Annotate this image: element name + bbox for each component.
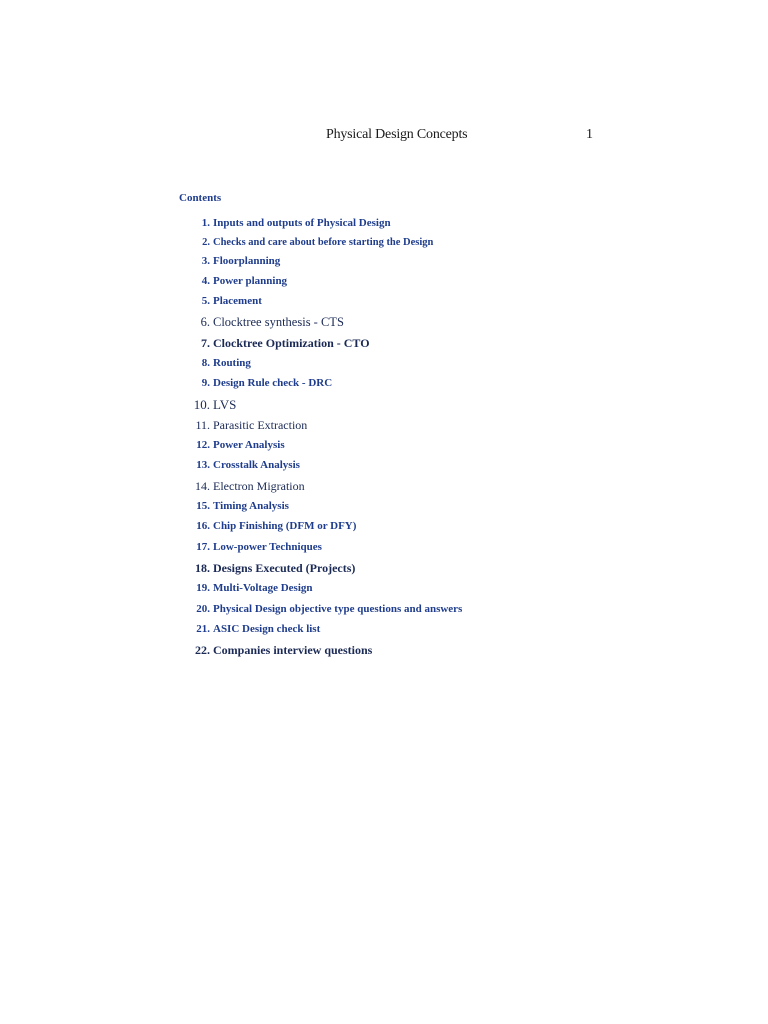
toc-entry[interactable] [201, 336, 370, 350]
toc-entry-number: 7. [201, 336, 210, 350]
toc-entry[interactable] [201, 217, 391, 229]
toc-entry-number: 11. [195, 418, 210, 432]
toc-entry[interactable] [196, 459, 300, 471]
toc-entry-label: Crosstalk Analysis [213, 459, 300, 471]
toc-entry-label: Floorplanning [213, 255, 281, 267]
toc-entry-label: Power Analysis [213, 439, 285, 451]
toc-entry-label: Clocktree Optimization - CTO [213, 336, 370, 350]
toc-entry[interactable] [196, 623, 321, 635]
toc-entry-number: 1. [201, 217, 210, 229]
contents-heading: Contents [179, 192, 222, 204]
toc-entry-label: Checks and care about before starting the Design [213, 237, 434, 248]
toc-entry-label: ASIC Design check list [213, 623, 321, 635]
toc-entry[interactable] [195, 561, 356, 575]
toc-entry-number: 14. [195, 479, 210, 493]
toc-entry-number: 8. [201, 357, 210, 369]
toc-entry[interactable] [196, 520, 357, 532]
toc-entry-number: 18. [195, 561, 210, 575]
toc-entry-number: 2. [202, 237, 210, 248]
toc-entry-label: Routing [213, 357, 251, 369]
toc-entry-label: Electron Migration [213, 479, 305, 493]
toc-entry-label: Clocktree synthesis - CTS [213, 315, 344, 329]
toc-entry-number: 3. [201, 255, 210, 267]
page-number: 1 [586, 127, 593, 142]
toc-entry-number: 6. [200, 315, 210, 329]
toc-entry[interactable] [201, 275, 288, 287]
toc-entry[interactable] [201, 377, 333, 389]
toc-entry[interactable] [201, 357, 251, 369]
toc-entry-number: 10. [193, 397, 210, 412]
toc-entry[interactable] [196, 500, 289, 512]
toc-entry[interactable] [201, 255, 281, 267]
toc-entry-number: 17. [196, 541, 210, 553]
toc-entry-label: Designs Executed (Projects) [213, 561, 356, 575]
toc-entry-number: 13. [196, 459, 210, 471]
toc-entry-label: Companies interview questions [213, 643, 373, 657]
toc-entry-label: Timing Analysis [213, 500, 289, 512]
toc-entry[interactable] [200, 315, 344, 329]
toc-entry-label: LVS [213, 397, 237, 412]
toc-entry[interactable] [196, 582, 313, 594]
toc-entry-number: 5. [201, 295, 210, 307]
toc-entry-label: Parasitic Extraction [213, 418, 308, 432]
toc-entry-label: Chip Finishing (DFM or DFY) [213, 520, 357, 532]
toc-entry-label: Inputs and outputs of Physical Design [213, 217, 391, 229]
toc-entry-label: Power planning [213, 275, 288, 287]
toc-entry-number: 19. [196, 582, 210, 594]
toc-entry[interactable] [195, 479, 305, 493]
toc-entry-number: 12. [196, 439, 210, 451]
toc-entry-label: Multi-Voltage Design [213, 582, 313, 594]
toc-entry[interactable] [195, 643, 373, 657]
toc-entry-number: 4. [201, 275, 210, 287]
toc-entry-label: Physical Design objective type questions and answers [213, 603, 463, 615]
toc-entry-number: 20. [196, 603, 210, 615]
toc-entry[interactable] [196, 541, 322, 553]
toc-entry-number: 22. [195, 643, 210, 657]
toc-entry[interactable] [193, 397, 237, 412]
toc-entry-label: Design Rule check - DRC [213, 377, 333, 389]
toc-entry[interactable] [196, 603, 463, 615]
toc-entry-label: Placement [213, 295, 262, 307]
toc-entry[interactable] [195, 418, 308, 432]
toc-entry[interactable] [201, 295, 262, 307]
toc-entry-label: Low-power Techniques [213, 541, 322, 553]
toc-entry[interactable] [196, 439, 285, 451]
page-header-title: Physical Design Concepts [326, 127, 468, 142]
toc-entry-number: 9. [201, 377, 210, 389]
toc-entry-number: 16. [196, 520, 210, 532]
toc-entry-number: 21. [196, 623, 210, 635]
toc-entry-number: 15. [196, 500, 210, 512]
toc-entry[interactable] [202, 237, 434, 249]
